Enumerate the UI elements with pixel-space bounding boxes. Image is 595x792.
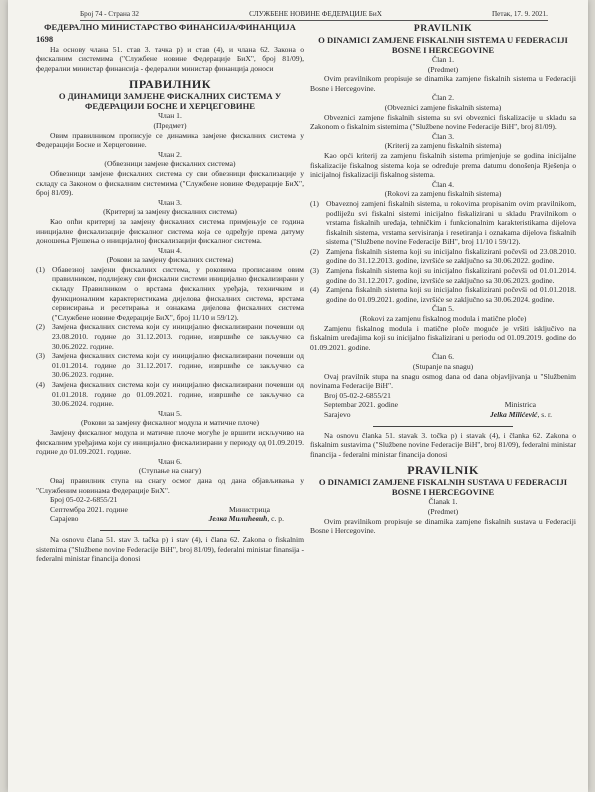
article-6-text: Овај правилник ступа на снагу осмог дана од дана објављивања у "Службеним новинама Федерације БиХ". [36, 475, 304, 495]
minister-title-latin: Ministrica [504, 400, 536, 410]
ministry-heading: ФЕДЕРАЛНО МИНИСТАРСТВО ФИНАНСИЈА/ФИНАНЦИЈА [44, 22, 296, 32]
article-1-heading: Члан 1. [158, 111, 182, 121]
croatian-article-1-heading: Članak 1. [428, 497, 458, 507]
article-4-item-latin: (1) Obaveznoj zamjeni fiskalnih sistema, u rokovima propisanim ovim pravilnikom, podliježu svi fiskalni sistemi inicijalno fiskalizirani u skladu Pravilnikom o vrstama fiskalnih uređaja, tehničkim i funkcionalnim karakteristikama dijelova fiskalnih sistema, vrstama servisiranja i resetiranja i oznakama dijelova fiskalnih sistema ("Službene novine Federacije BiH", broj 11/10 i 59/12). [310, 198, 576, 247]
article-3-text-latin: Kao opći kriterij za zamjenu fiskalnih sistema primjenjuje se godina inicijalne fiskalizacije fiskalnog sistema koja se određuje prema datumu donošenja Rješenja o inicijalnoj fiskalizaciji fiskalnog sistema. [310, 150, 576, 180]
article-4-heading: Члан 4. [158, 245, 182, 255]
article-2-subject-latin: (Obveznici zamjene fiskalnih sistema) [384, 102, 502, 112]
issue-date: Петак, 17. 9. 2021. [491, 10, 548, 18]
article-5-text: Замјену фискалног модула и матичне плоче могуће је вршити искључиво на фискалним уређајима који су иницијално фискализирани у периоду од 01.09.2019. године до 01.09.2021. године. [36, 427, 304, 457]
minister-name: Јелка Милићевић [208, 514, 268, 524]
article-5-heading: Члан 5. [158, 408, 182, 418]
article-5-heading-latin: Član 5. [432, 304, 454, 314]
signing-date-latin: Septembar 2021. godine [324, 400, 399, 410]
signing-place: Сарајево [50, 514, 79, 524]
article-5-text-latin: Zamjenu fiskalnog modula i matične ploče moguće je vršiti isključivo na fiskalnim uređajima koji su inicijalno fiskalizirani u periodu od 01.09.2019. godine do 01.09.2021. godine. [310, 323, 576, 352]
article-1-text: Овим правилником прописује се динамика замјене фискалних система у Федерацији Босне и Херцеговине. [36, 130, 304, 150]
divider [100, 530, 240, 531]
article-4-item-latin: (4) Zamjena fiskalnih sistema koji su inicijalno fiskalizirani počevši od 01.01.2018. godine do 01.09.2021. godine, izvršiće se zaključno sa 30.06.2024. godine. [310, 285, 576, 304]
croatian-article-1-text: Ovim pravilnikom propisuje se dinamika zamjene fiskalnih sustava u Federaciji Bosne i Hercegovine. [310, 516, 576, 536]
article-2-heading-latin: Član 2. [432, 93, 454, 103]
page-header [80, 4, 548, 21]
reference-number-latin: Broj 05-02-2-6855/21 [324, 390, 391, 400]
article-3-heading: Члан 3. [158, 197, 182, 207]
divider-latin [373, 426, 513, 427]
latin-preamble: Na osnovu člana 51. stav 3. tačka p) i stav (4), i člana 62. Zakona o fiskalnim sistemima ("Službene novine Federacije BiH", broj 81/09), federalni ministar finansija - federalni ministar financija donosi [36, 534, 304, 564]
rulebook-subtitle-latin: O DINAMICI ZAMJENE FISKALNIH SISTEMA U FEDERACIJI BOSNE I HERCEGOVINE [318, 35, 568, 55]
preamble: На основу члана 51. став 3. тачка р) и став (4), и члана 62. Закона о фискалним системима ("Службене новине Федерације БиХ", број 81/09), федерални министар финансија - федерални министар финанција доноси [36, 44, 304, 73]
article-4-subject: (Рокови за замјену фискалних система) [106, 255, 234, 265]
article-6-heading: Члан 6. [158, 456, 182, 466]
article-4-item: (3) Замјена фискалних система који су иницијално фискализирани почевши од 01.01.2014. године до 31.12.2017. године, извршиће се закључно са 30.06.2023. године. [36, 351, 304, 380]
article-4-heading-latin: Član 4. [432, 179, 454, 189]
rulebook-title: ПРАВИЛНИК [129, 77, 211, 92]
article-4-item: (4) Замјена фискалних система који су иницијално фискализирани почевши од 01.01.2018. године до 01.09.2021. године, извршиће се закључно са 30.06.2024. године. [36, 380, 304, 409]
article-4-item-latin: (2) Zamjena fiskalnih sistema koji su inicijalno fiskalizirani počevši od 23.08.2010. godine do 31.12.2013. godine, izvršiće se zaključno sa 30.06.2022. godine. [310, 246, 576, 266]
minister-name-latin: Jelka Milićević [489, 409, 538, 419]
gazette-title: СЛУЖБЕНЕ НОВИНЕ ФЕДЕРАЦИЈЕ БиХ [249, 10, 382, 18]
article-1-subject: (Предмет) [153, 120, 187, 130]
article-4-item: (1) Обавезној замјени фискалних система, у роковима прописаним овим правилником, подлијежу сви фискални системи иницијално фискализирани у складу Правилником о врстама фискалних уређаја, техничким и функционалним карактеристикама дијелова фискалних система, врстама сервисирања и ресетирања и ознакама дијелова фискалних система ("Службене новине Федерације БиХ", број 11/10 и 59/12). [36, 264, 304, 322]
page-number: Број 74 - Страна 32 [80, 10, 140, 18]
reference-number: Број 05-02-2-6855/21 [50, 495, 118, 505]
signature-block [36, 495, 304, 524]
article-1-text-latin: Ovim pravilnikom propisuje se dinamika zamjene fiskalnih sistema u Federaciji Bosne i Hercegovine. [310, 74, 576, 93]
article-3-text: Као опћи критериј за замјену фискалних система примјењује се година иницијалне фискализације фискалног система која се одређује према датуму доношења Рјешења о иницијалној фискализацији фискалног система. [36, 216, 304, 246]
croatian-subtitle: O DINAMICI ZAMJENE FISKALNIH SUSTAVA U FEDERACIJI BOSNE I HERCEGOVINE [318, 477, 568, 498]
article-2-subject: (Обвезници замјене фискалних система) [104, 159, 236, 169]
article-6-subject: (Ступање на снагу) [138, 466, 202, 476]
article-4-subject-latin: (Rokovi za zamjenu fiskalnih sistema) [384, 189, 502, 199]
article-2-heading: Члан 2. [158, 149, 182, 159]
article-2-text-latin: Obveznici zamjene fiskalnih sistema su svi obveznici fiskalizacije u skladu sa Zakonom o fiskalnim sistemima ("Službene novine Federacije BiH", broj 81/09). [310, 112, 576, 132]
act-number: 1698 [36, 34, 54, 44]
article-3-subject: (Критериј за замјену фискалних система) [103, 207, 237, 217]
minister-suffix: , с. р. [267, 514, 284, 524]
article-3-heading-latin: Član 3. [432, 131, 454, 141]
gazette-page [8, 0, 588, 792]
croatian-preamble: Na osnovu članka 51. stavak 3. točka p) i stavak (4), i članka 62. Zakona o fiskalnim sustavima ("Službene novine Federacije BiH", broj 81/09), federalni ministar financija - federalni ministar financija donosi [310, 430, 576, 459]
article-5-subject: (Рокови за замјену фискалног модула и матичне плоче) [80, 418, 260, 428]
left-column [36, 22, 304, 564]
rulebook-subtitle: О ДИНАМИЦИ ЗАМЈЕНЕ ФИСКАЛНИХ СИСТЕМА У ФЕДЕРАЦИЈИ БОСНЕ И ХЕРЦЕГОВИНЕ [58, 91, 282, 112]
article-6-heading-latin: Član 6. [432, 352, 454, 362]
right-column [310, 22, 576, 536]
signing-date: Септембра 2021. године [50, 504, 128, 514]
article-4-item-latin: (3) Zamjena fiskalnih sistema koji su inicijalno fiskalizirani počevši od 01.01.2014. godine do 31.12.2017. godine, izvršiće se zaključno sa 30.06.2023. godine. [310, 266, 576, 285]
article-2-text: Обвезници замјене фискалних система су сви обвезници фискализације у складу са Законом о фискалним системима ("Службене новине Федерације БиХ", број 81/09). [36, 168, 304, 198]
article-6-subject-latin: (Stupanje na snagu) [412, 362, 474, 371]
signing-place-latin: Sarajevo [324, 409, 351, 419]
article-3-subject-latin: (Kriterij za zamjenu fiskalnih sistema) [384, 141, 502, 151]
signature-block-latin [310, 391, 576, 420]
minister-title: Министрица [228, 504, 270, 514]
article-1-heading-latin: Član 1. [432, 55, 454, 64]
rulebook-title-latin: PRAVILNIK [413, 23, 473, 34]
croatian-article-1-subject: (Predmet) [427, 506, 459, 516]
minister-suffix-latin: , s. r. [537, 409, 552, 419]
article-6-text-latin: Ovaj pravilnik stupa na snagu osmog dana od dana objavljivanja u "Službenim novinama Federacije BiH". [310, 371, 576, 391]
croatian-title: PRAVILNIK [407, 463, 479, 478]
article-1-subject-latin: (Predmet) [427, 64, 459, 74]
article-4-item: (2) Замјена фискалних система који су иницијално фискализирани почевши од 23.08.2010. године до 31.12.2013. године, извршиће се закључно са 30.06.2022. године. [36, 322, 304, 351]
article-5-subject-latin: (Rokovi za zamjenu fiskalnog modula i matične ploče) [359, 314, 527, 324]
